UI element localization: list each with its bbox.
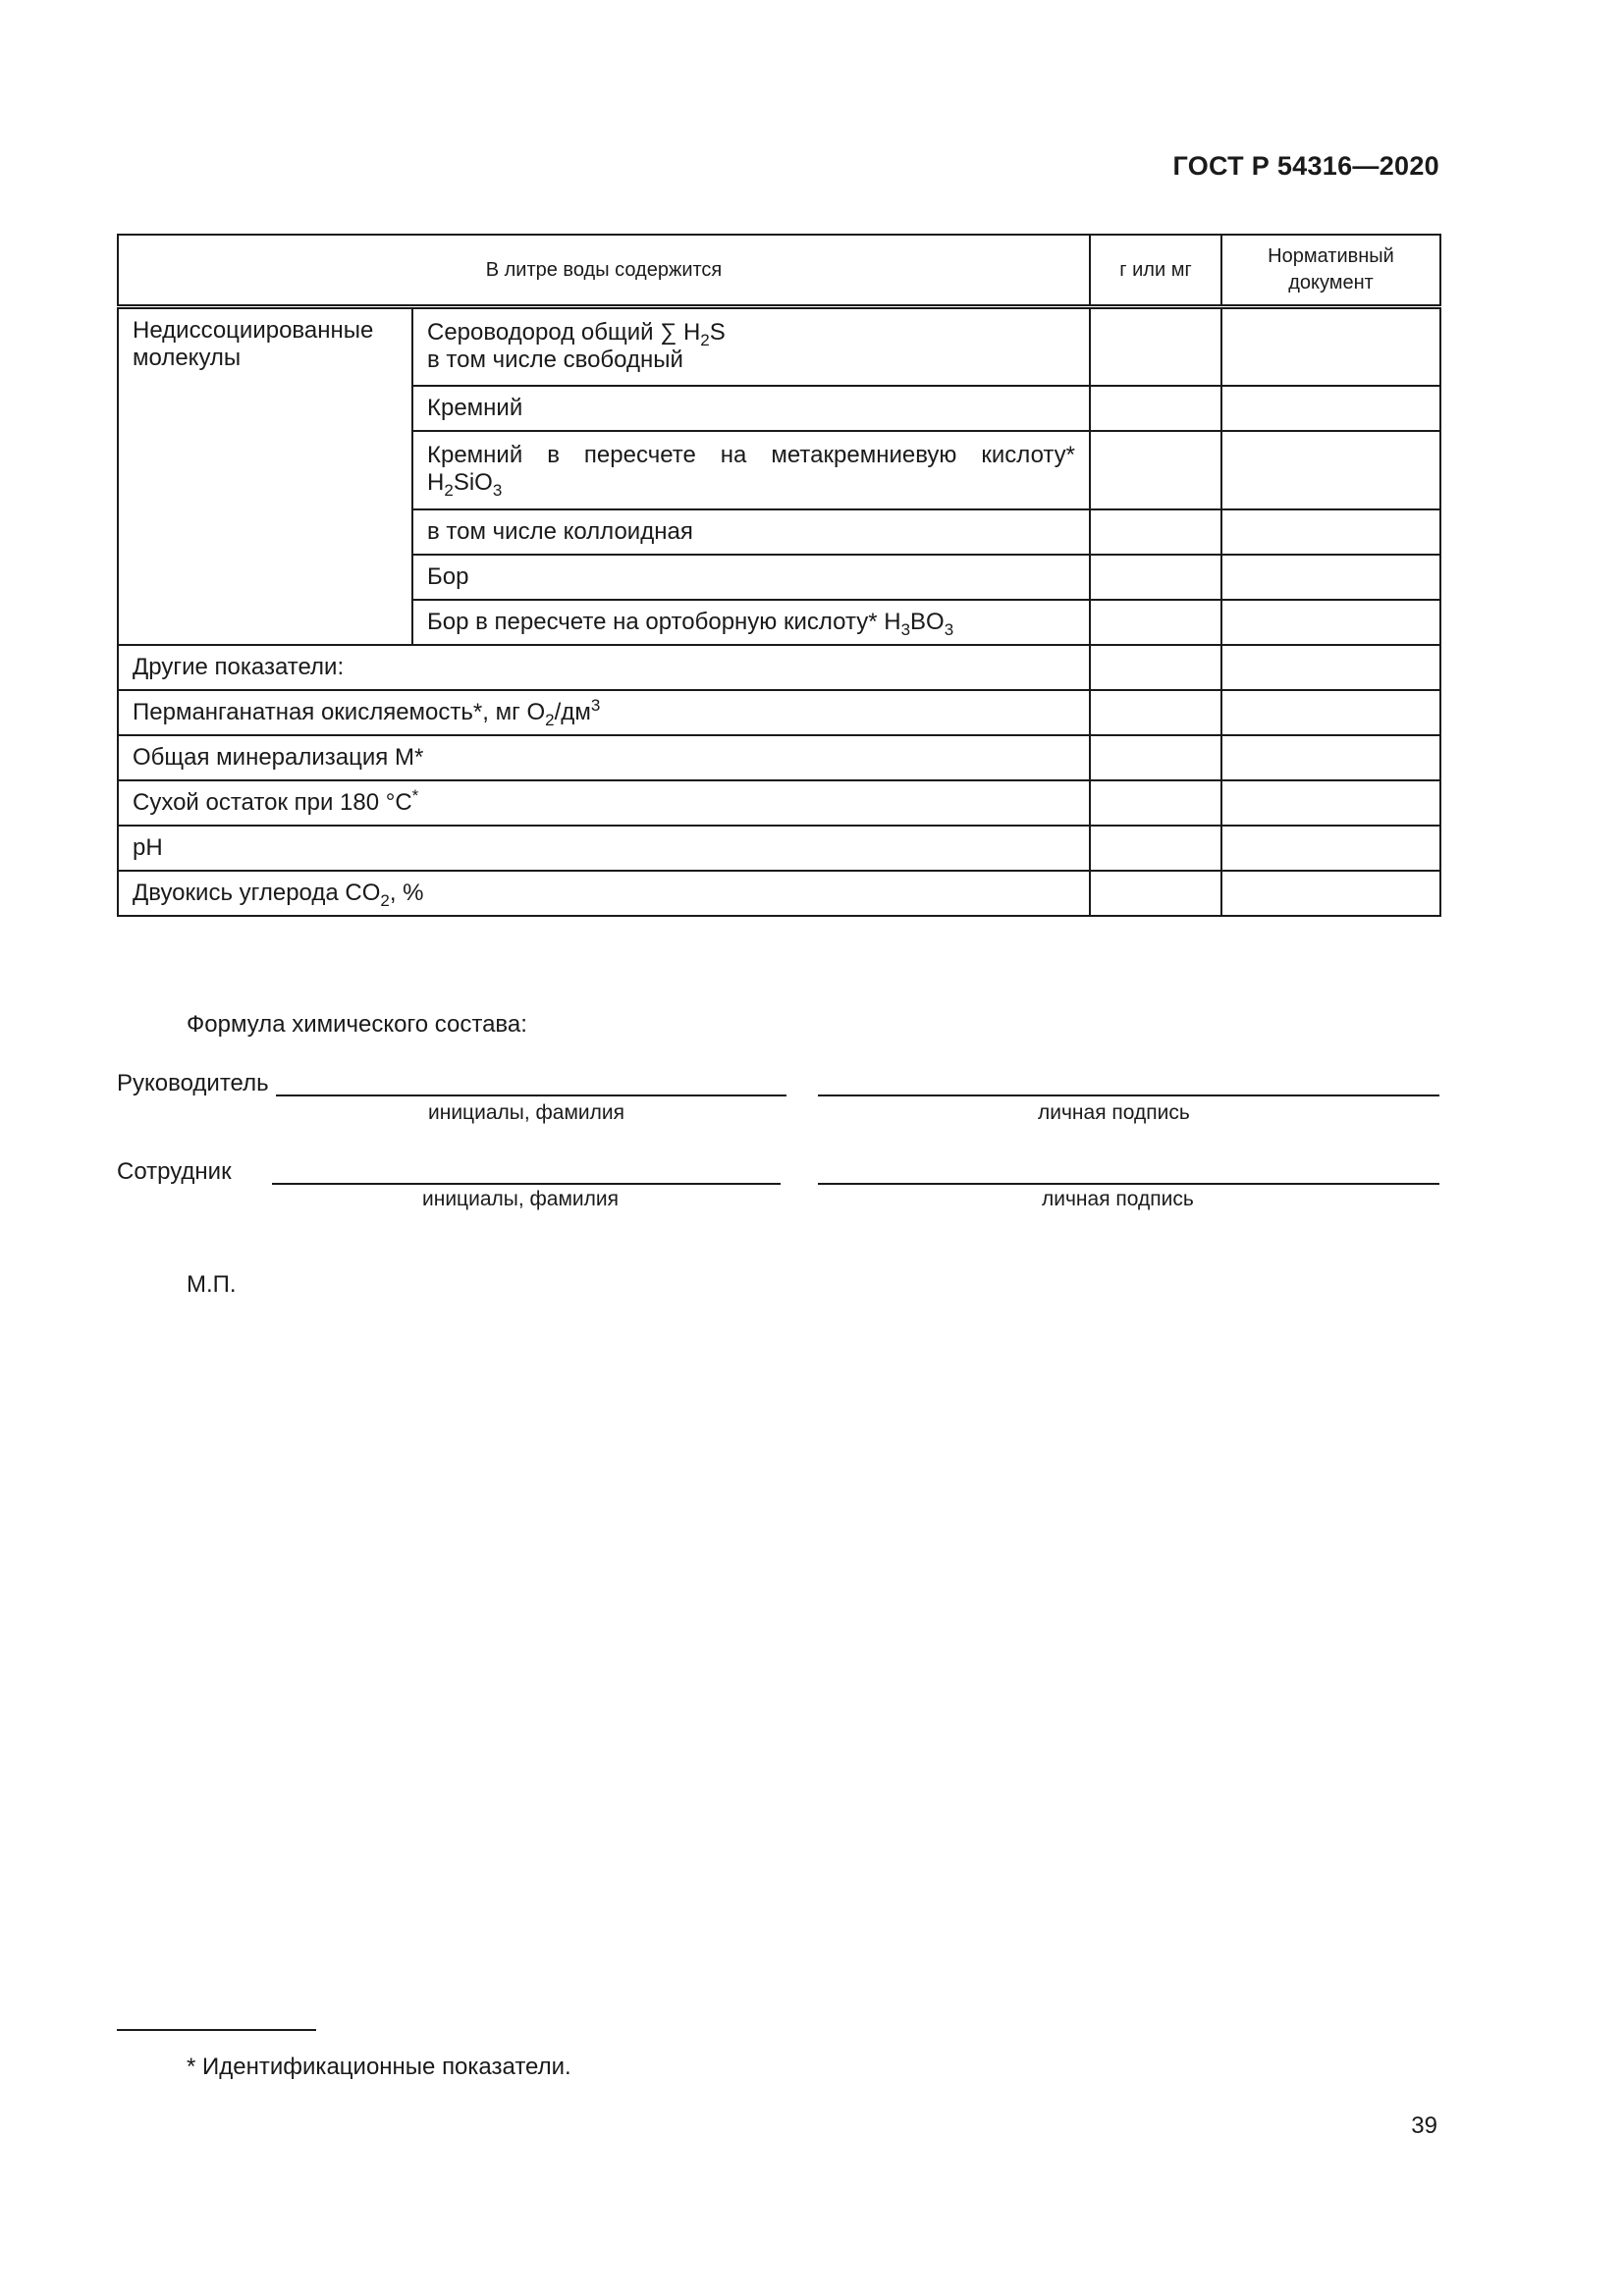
- value-cell: [1090, 735, 1221, 780]
- silicon-acid-mid: SiO: [453, 468, 493, 496]
- formula-label: Формула химического состава:: [187, 1011, 527, 1038]
- value-cell: [1090, 780, 1221, 826]
- doc-cell: [1221, 871, 1440, 916]
- value-cell: [1090, 386, 1221, 431]
- silicon-acid-h: H: [427, 468, 445, 496]
- silicon-acid-sub2: 3: [492, 480, 503, 500]
- value-cell: [1090, 307, 1221, 386]
- cell-boron-acid: [412, 600, 1090, 645]
- silicon-acid-line1: Кремний в пересчете на метакремниевую кислоту*: [427, 441, 1075, 468]
- stamp-place: М.П.: [187, 1271, 237, 1298]
- group-label-cell: [118, 307, 412, 645]
- doc-cell: [1221, 431, 1440, 509]
- cell-mineralization: Общая минерализация М*: [118, 735, 1090, 780]
- dry-residue-text: Сухой остаток при 180 °C: [133, 788, 412, 816]
- employee-label: Сотрудник: [117, 1158, 232, 1185]
- employee-initials-caption: инициалы, фамилия: [422, 1188, 619, 1210]
- doc-cell: [1221, 600, 1440, 645]
- boron-acid-sub2: 3: [944, 619, 954, 639]
- doc-cell: [1221, 555, 1440, 600]
- h2s-free: в том числе свободный: [427, 347, 683, 373]
- table-row: [118, 826, 1440, 871]
- header-normative-doc: [1221, 235, 1440, 307]
- head-label: Руководитель: [117, 1070, 269, 1096]
- doc-cell: [1221, 645, 1440, 690]
- head-signature-caption: личная подпись: [1038, 1101, 1190, 1124]
- permanganate-sub: 2: [545, 710, 555, 729]
- boron-acid-mid: BO: [910, 608, 945, 635]
- permanganate-prefix: Перманганатная окисляемость*, мг O: [133, 698, 546, 725]
- value-cell: [1090, 645, 1221, 690]
- boron-acid-prefix: Бор в пересчете на ортоборную кислоту* H: [427, 608, 901, 635]
- dry-residue-sup: *: [411, 785, 419, 805]
- permanganate-mid: /дм: [554, 698, 591, 725]
- silicon-acid-sub1: 2: [444, 480, 454, 500]
- doc-cell: [1221, 307, 1440, 386]
- cell-ph: pH: [118, 826, 1090, 871]
- co2-suffix: , %: [389, 879, 424, 906]
- cell-dry-residue: [118, 780, 1090, 826]
- doc-cell: [1221, 826, 1440, 871]
- cell-colloid: в том числе коллоидная: [412, 509, 1090, 555]
- cell-h2s: [412, 307, 1090, 386]
- employee-signature-line[interactable]: [818, 1183, 1439, 1185]
- table-row: [118, 645, 1440, 690]
- employee-initials-line[interactable]: [272, 1183, 781, 1185]
- composition-table: [117, 234, 1441, 917]
- table-header-row: [118, 235, 1440, 307]
- h2s-suffix: S: [709, 319, 726, 346]
- doc-cell: [1221, 386, 1440, 431]
- header-normative-line1: Нормативный: [1268, 245, 1394, 267]
- value-cell: [1090, 826, 1221, 871]
- table-row: [118, 871, 1440, 916]
- h2s-prefix: Сероводород общий ∑ H: [427, 319, 701, 346]
- cell-permanganate: [118, 690, 1090, 735]
- group-label-line1: Недиссоциированные: [133, 317, 374, 344]
- doc-cell: [1221, 690, 1440, 735]
- cell-other: Другие показатели:: [118, 645, 1090, 690]
- cell-boron: Бор: [412, 555, 1090, 600]
- head-initials-caption: инициалы, фамилия: [428, 1101, 624, 1124]
- h2s-sub: 2: [700, 330, 710, 349]
- value-cell: [1090, 690, 1221, 735]
- cell-silicon-acid: [412, 431, 1090, 509]
- standard-code: ГОСТ Р 54316—2020: [1172, 151, 1439, 181]
- permanganate-sup: 3: [590, 695, 601, 715]
- doc-cell: [1221, 780, 1440, 826]
- group-label-line2: молекулы: [133, 345, 242, 371]
- employee-signature-caption: личная подпись: [1042, 1188, 1194, 1210]
- header-units: г или мг: [1090, 235, 1221, 307]
- head-initials-line[interactable]: [276, 1095, 786, 1096]
- boron-acid-sub1: 3: [900, 619, 911, 639]
- footnote-rule: [117, 2029, 316, 2031]
- cell-co2: [118, 871, 1090, 916]
- table-row: [118, 307, 1440, 386]
- doc-cell: [1221, 735, 1440, 780]
- value-cell: [1090, 431, 1221, 509]
- value-cell: [1090, 871, 1221, 916]
- footnote: * Идентификационные показатели.: [187, 2054, 571, 2080]
- value-cell: [1090, 509, 1221, 555]
- page-number: 39: [1411, 2112, 1437, 2139]
- doc-cell: [1221, 509, 1440, 555]
- value-cell: [1090, 600, 1221, 645]
- table-row: [118, 780, 1440, 826]
- value-cell: [1090, 555, 1221, 600]
- header-content: В литре воды содержится: [118, 235, 1090, 307]
- head-signature-line[interactable]: [818, 1095, 1439, 1096]
- table-row: [118, 690, 1440, 735]
- cell-silicon: Кремний: [412, 386, 1090, 431]
- co2-sub: 2: [380, 890, 390, 910]
- co2-prefix: Двуокись углерода CO: [133, 879, 381, 906]
- table-row: [118, 735, 1440, 780]
- header-normative-line2: документ: [1288, 272, 1374, 294]
